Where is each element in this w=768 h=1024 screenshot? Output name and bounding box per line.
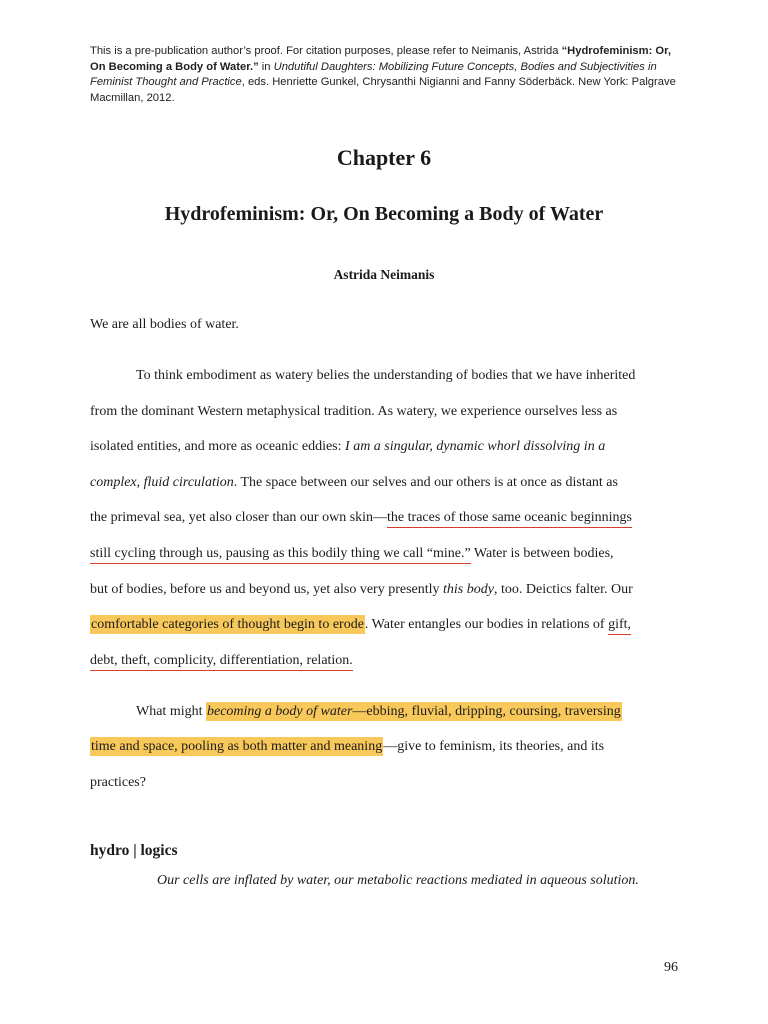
para2-italic-phrase: becoming a body of water — [207, 704, 353, 719]
para1-line2: from the dominant Western metaphysical tradition. As watery, we experience ourselves less as — [90, 404, 618, 419]
para1-line8 — [90, 615, 631, 635]
para2-highlight-tail: —ebbing, fluvial, dripping, coursing, traversing — [352, 704, 621, 719]
underline-annotation: gift, — [608, 617, 631, 635]
para1-line4-italic: complex, fluid circulation — [90, 475, 234, 490]
notice-in: in — [258, 60, 274, 73]
para1-line7-italic: this body — [443, 582, 494, 597]
para2-line2 — [90, 737, 604, 757]
para1-line4-text: . The space between our selves and our others is at once as distant as — [233, 475, 618, 490]
para1-line6-text: Water is between bodies, — [470, 546, 614, 561]
para2-line3: practices? — [90, 775, 146, 790]
para1-line3-italic: I am a singular, dynamic whorl dissolving in a — [345, 439, 606, 454]
para1-line4 — [90, 473, 618, 493]
opening-line: We are all bodies of water. — [90, 317, 239, 332]
para1-line1: To think embodiment as watery belies the understanding of bodies that we have inherited — [136, 368, 636, 383]
chapter-label: Chapter 6 — [336, 145, 432, 170]
para1-line7-tail: , too. Deictics falter. Our — [493, 582, 633, 597]
notice-chapter-ref: “Hydrofeminism: Or, On Becoming a Body of Water.” — [90, 45, 671, 73]
underline-annotation: the traces of those same oceanic beginnings — [387, 510, 632, 528]
notice-book-title: Undutiful Daughters: Mobilizing Future Concepts, Bodies and Subjectivities in Feminist Thought and Practice — [90, 60, 657, 89]
para1-line7 — [90, 580, 633, 600]
para2-line1 — [136, 702, 622, 722]
notice-eds: , eds. Henriette Gunkel, Chrysanthi Nigianni and Fanny Söderbäck. New York: Palgrave Macmillan, 2012. — [90, 76, 676, 104]
epigraph: Our cells are inflated by water, our metabolic reactions mediated in aqueous solution. — [157, 873, 639, 888]
para1-line8-text: . Water entangles our bodies in relations of — [364, 617, 609, 632]
author-name: Astrida Neimanis — [333, 267, 435, 282]
highlight-annotation: comfortable categories of thought begin to erode — [91, 617, 364, 632]
para1-line5 — [90, 508, 632, 528]
citation-notice — [90, 44, 680, 106]
para1-line3 — [90, 437, 605, 457]
page-number: 96 — [664, 960, 678, 975]
para1-line5-text: the primeval sea, yet also closer than our own skin— — [90, 510, 388, 525]
chapter-title: Hydrofeminism: Or, On Becoming a Body of Water — [164, 203, 604, 225]
underline-annotation: still cycling through us, pausing as this bodily thing we call “mine.” — [90, 546, 471, 564]
section-heading: hydro | logics — [90, 842, 178, 859]
para1-line3-text: isolated entities, and more as oceanic eddies: — [90, 439, 346, 454]
para2-line1-text: What might — [136, 704, 206, 719]
para1-line6 — [90, 544, 614, 564]
highlight-annotation: time and space, pooling as both matter and meaning — [91, 739, 383, 754]
para1-line7-text: but of bodies, before us and beyond us, yet also very presently — [90, 582, 444, 597]
para2-line2-text: —give to feminism, its theories, and its — [383, 739, 605, 754]
highlight-annotation — [206, 702, 622, 721]
underline-annotation: debt, theft, complicity, differentiation, relation. — [90, 653, 353, 671]
para1-line9 — [90, 651, 353, 671]
notice-prefix: This is a pre-publication author’s proof. For citation purposes, please refer to Neimanis, Astrida — [90, 45, 562, 57]
